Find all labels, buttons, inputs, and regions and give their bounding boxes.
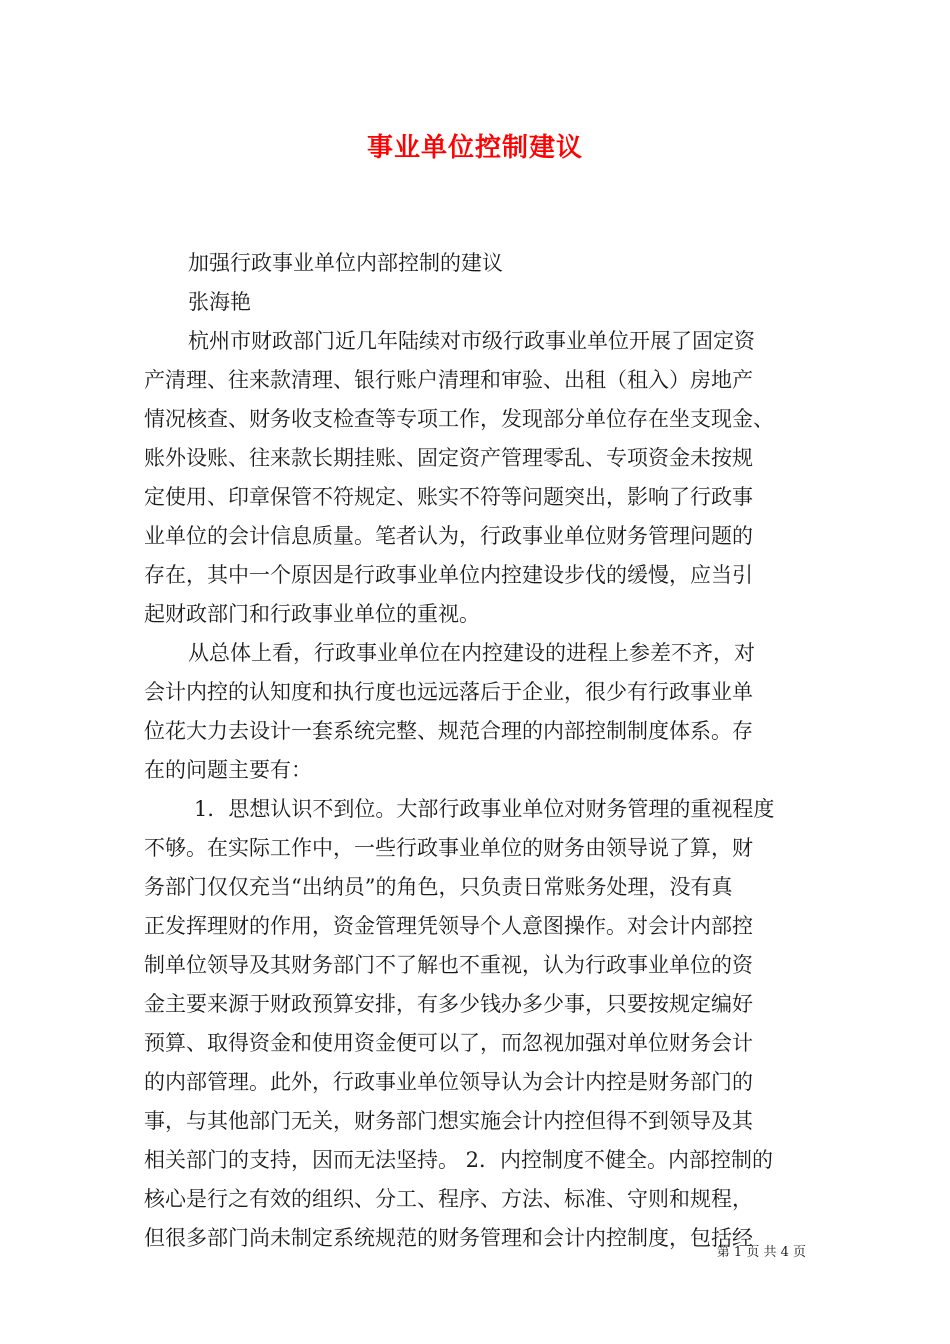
document-body <box>144 244 806 1258</box>
paragraph-line: 制单位领导及其财务部门不了解也不重视，认为行政事业单位的资 <box>144 953 753 977</box>
paragraph-line: 1．思想认识不到位。大部行政事业单位对财务管理的重视程度 <box>194 797 775 821</box>
paragraph-line: 账外设账、往来款长期挂账、固定资产管理零乱、专项资金未按规 <box>144 446 753 470</box>
paragraph-line: 杭州市财政部门近几年陆续对市级行政事业单位开展了固定资 <box>188 329 755 353</box>
paragraph-line: 起财政部门和行政事业单位的重视。 <box>144 602 480 626</box>
paragraph-line: 业单位的会计信息质量。笔者认为，行政事业单位财务管理问题的 <box>144 524 753 548</box>
paragraph-line: 事，与其他部门无关，财务部门想实施会计内控但得不到领导及其 <box>144 1109 753 1133</box>
paragraph-line: 情况核查、财务收支检查等专项工作，发现部分单位存在坐支现金、 <box>144 407 774 431</box>
paragraph-line: 产清理、往来款清理、银行账户清理和审验、出租（租入）房地产 <box>144 368 753 392</box>
paragraph-line: 不够。在实际工作中，一些行政事业单位的财务由领导说了算，财 <box>144 836 753 860</box>
paragraph-line: 在的问题主要有： <box>144 758 312 782</box>
author-line: 张海艳 <box>188 290 251 314</box>
paragraph-line: 正发挥理财的作用，资金管理凭领导个人意图操作。对会计内部控 <box>144 914 753 938</box>
paragraph-line: 存在，其中一个原因是行政事业单位内控建设步伐的缓慢，应当引 <box>144 563 753 587</box>
paragraph-line: 预算、取得资金和使用资金便可以了，而忽视加强对单位财务会计 <box>144 1031 753 1055</box>
subtitle-line: 加强行政事业单位内部控制的建议 <box>188 251 503 275</box>
paragraph-line: 务部门仅仅充当“出纳员”的角色，只负责日常账务处理，没有真 <box>144 875 733 899</box>
paragraph-line: 金主要来源于财政预算安排，有多少钱办多少事，只要按规定编好 <box>144 992 753 1016</box>
paragraph-line: 从总体上看，行政事业单位在内控建设的进程上参差不齐，对 <box>188 641 755 665</box>
page-number: 第 1 页 共 4 页 <box>716 1245 806 1260</box>
paragraph-line: 核心是行之有效的组织、分工、程序、方法、标准、守则和规程， <box>144 1187 753 1211</box>
paragraph-line: 但很多部门尚未制定系统规范的财务管理和会计内控制度，包括经 <box>144 1226 753 1250</box>
paragraph-line: 相关部门的支持，因而无法坚持。 2．内控制度不健全。内部控制的 <box>144 1148 774 1172</box>
paragraph-line: 会计内控的认知度和执行度也远远落后于企业，很少有行政事业单 <box>144 680 753 704</box>
paragraph-line: 定使用、印章保管不符规定、账实不符等问题突出，影响了行政事 <box>144 485 753 509</box>
paragraph-line: 位花大力去设计一套系统完整、规范合理的内部控制制度体系。存 <box>144 719 753 743</box>
paragraph-line: 的内部管理。此外，行政事业单位领导认为会计内控是财务部门的 <box>144 1070 753 1094</box>
document-title: 事业单位控制建议 <box>366 133 583 163</box>
